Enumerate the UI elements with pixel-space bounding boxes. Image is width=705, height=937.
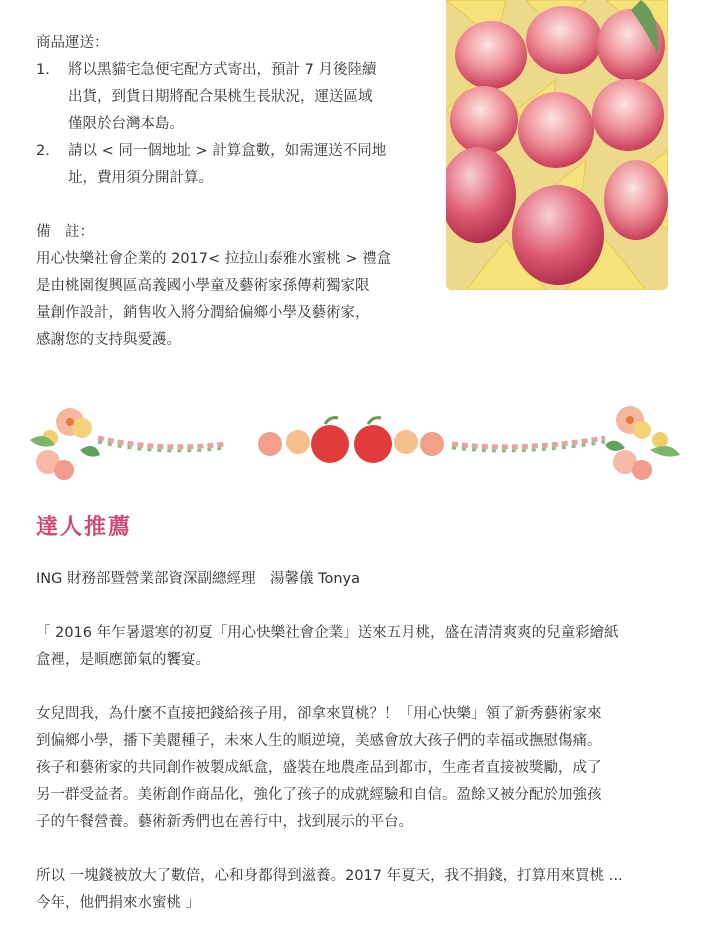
peach-photo-icon xyxy=(446,0,668,290)
section-heading: 達人推薦 xyxy=(36,515,133,540)
paragraph-line: 女兒問我，為什麼不直接把錢給孩子用，卻拿來買桃？！「用心快樂」領了新秀藝術家來 xyxy=(36,706,602,722)
peach-box-photo xyxy=(446,0,668,290)
notes-title: 備 註： xyxy=(36,224,94,240)
product-info-section xyxy=(0,0,705,360)
paragraph-line: 今年，他們捐來水蜜桃 」 xyxy=(36,895,201,911)
list-number: 2. xyxy=(36,143,50,159)
floral-apple-divider xyxy=(20,400,685,490)
paragraph xyxy=(36,863,676,917)
paragraph xyxy=(36,620,676,674)
list-line: 將以黑貓宅急便宅配方式寄出，預計 7 月後陸續 xyxy=(68,62,377,78)
left-garland-icon xyxy=(98,438,225,451)
info-text-column xyxy=(36,30,421,354)
notes-line: 量創作設計，銷售收入將分潤給偏鄉小學及藝術家， xyxy=(36,305,370,321)
right-garland-icon xyxy=(452,438,605,451)
shipping-list xyxy=(36,57,421,192)
paragraph-line: 子的午餐營養。藝術新秀們也在善行中，找到展示的平台。 xyxy=(36,814,413,830)
recommendation-body xyxy=(36,566,676,917)
notes-line: 是由桃園復興區高義國小學童及藝術家孫傳莉獨家限 xyxy=(36,278,370,294)
author-line: ING 財務部暨營業部資深副總經理 湯馨儀 Tonya xyxy=(36,571,360,587)
floral-apple-divider-icon xyxy=(20,400,685,490)
list-line: 出貨，到貨日期將配合果桃生長狀況，運送區域 xyxy=(68,89,373,105)
notes-line: 用心快樂社會企業的 2017< 拉拉山泰雅水蜜桃 > 禮盒 xyxy=(36,251,392,267)
left-flower-icon xyxy=(30,408,100,480)
apples-icon xyxy=(258,418,444,463)
notes-line: 感謝您的支持與愛護。 xyxy=(36,332,181,348)
right-flower-icon xyxy=(605,406,680,480)
paragraph-line: 另一群受益者。美術創作商品化，強化了孩子的成就經驗和自信。盈餘又被分配於加強孩 xyxy=(36,787,602,803)
list-line: 僅限於台灣本島。 xyxy=(68,116,184,132)
list-line: 請以 < 同一個地址 > 計算盒數，如需運送不同地 xyxy=(68,143,387,159)
paragraph-line: 盒裡，是順應節氣的饗宴。 xyxy=(36,652,210,668)
shipping-title: 商品運送： xyxy=(36,35,109,51)
shipping-item-2 xyxy=(36,138,421,192)
shipping-item-1 xyxy=(36,57,421,138)
paragraph-line: 所以 一塊錢被放大了數倍，心和身都得到滋養。2017 年夏天，我不捐錢，打算用來買桃 ... xyxy=(36,868,623,884)
paragraph xyxy=(36,701,676,836)
paragraph-line: 孩子和藝術家的共同創作被製成紙盒，盛裝在地農產品到都市，生產者直接被獎勵，成了 xyxy=(36,760,602,776)
paragraph-line: 「 2016 年乍暑還寒的初夏「用心快樂社會企業」送來五月桃，盛在清清爽爽的兒童彩繪紙 xyxy=(36,625,619,641)
list-number: 1. xyxy=(36,62,50,78)
paragraph-line: 到偏鄉小學，播下美麗種子，未來人生的順逆境，美感會放大孩子們的幸福或撫慰傷痛。 xyxy=(36,733,602,749)
list-line: 址，費用須分開計算。 xyxy=(68,170,213,186)
